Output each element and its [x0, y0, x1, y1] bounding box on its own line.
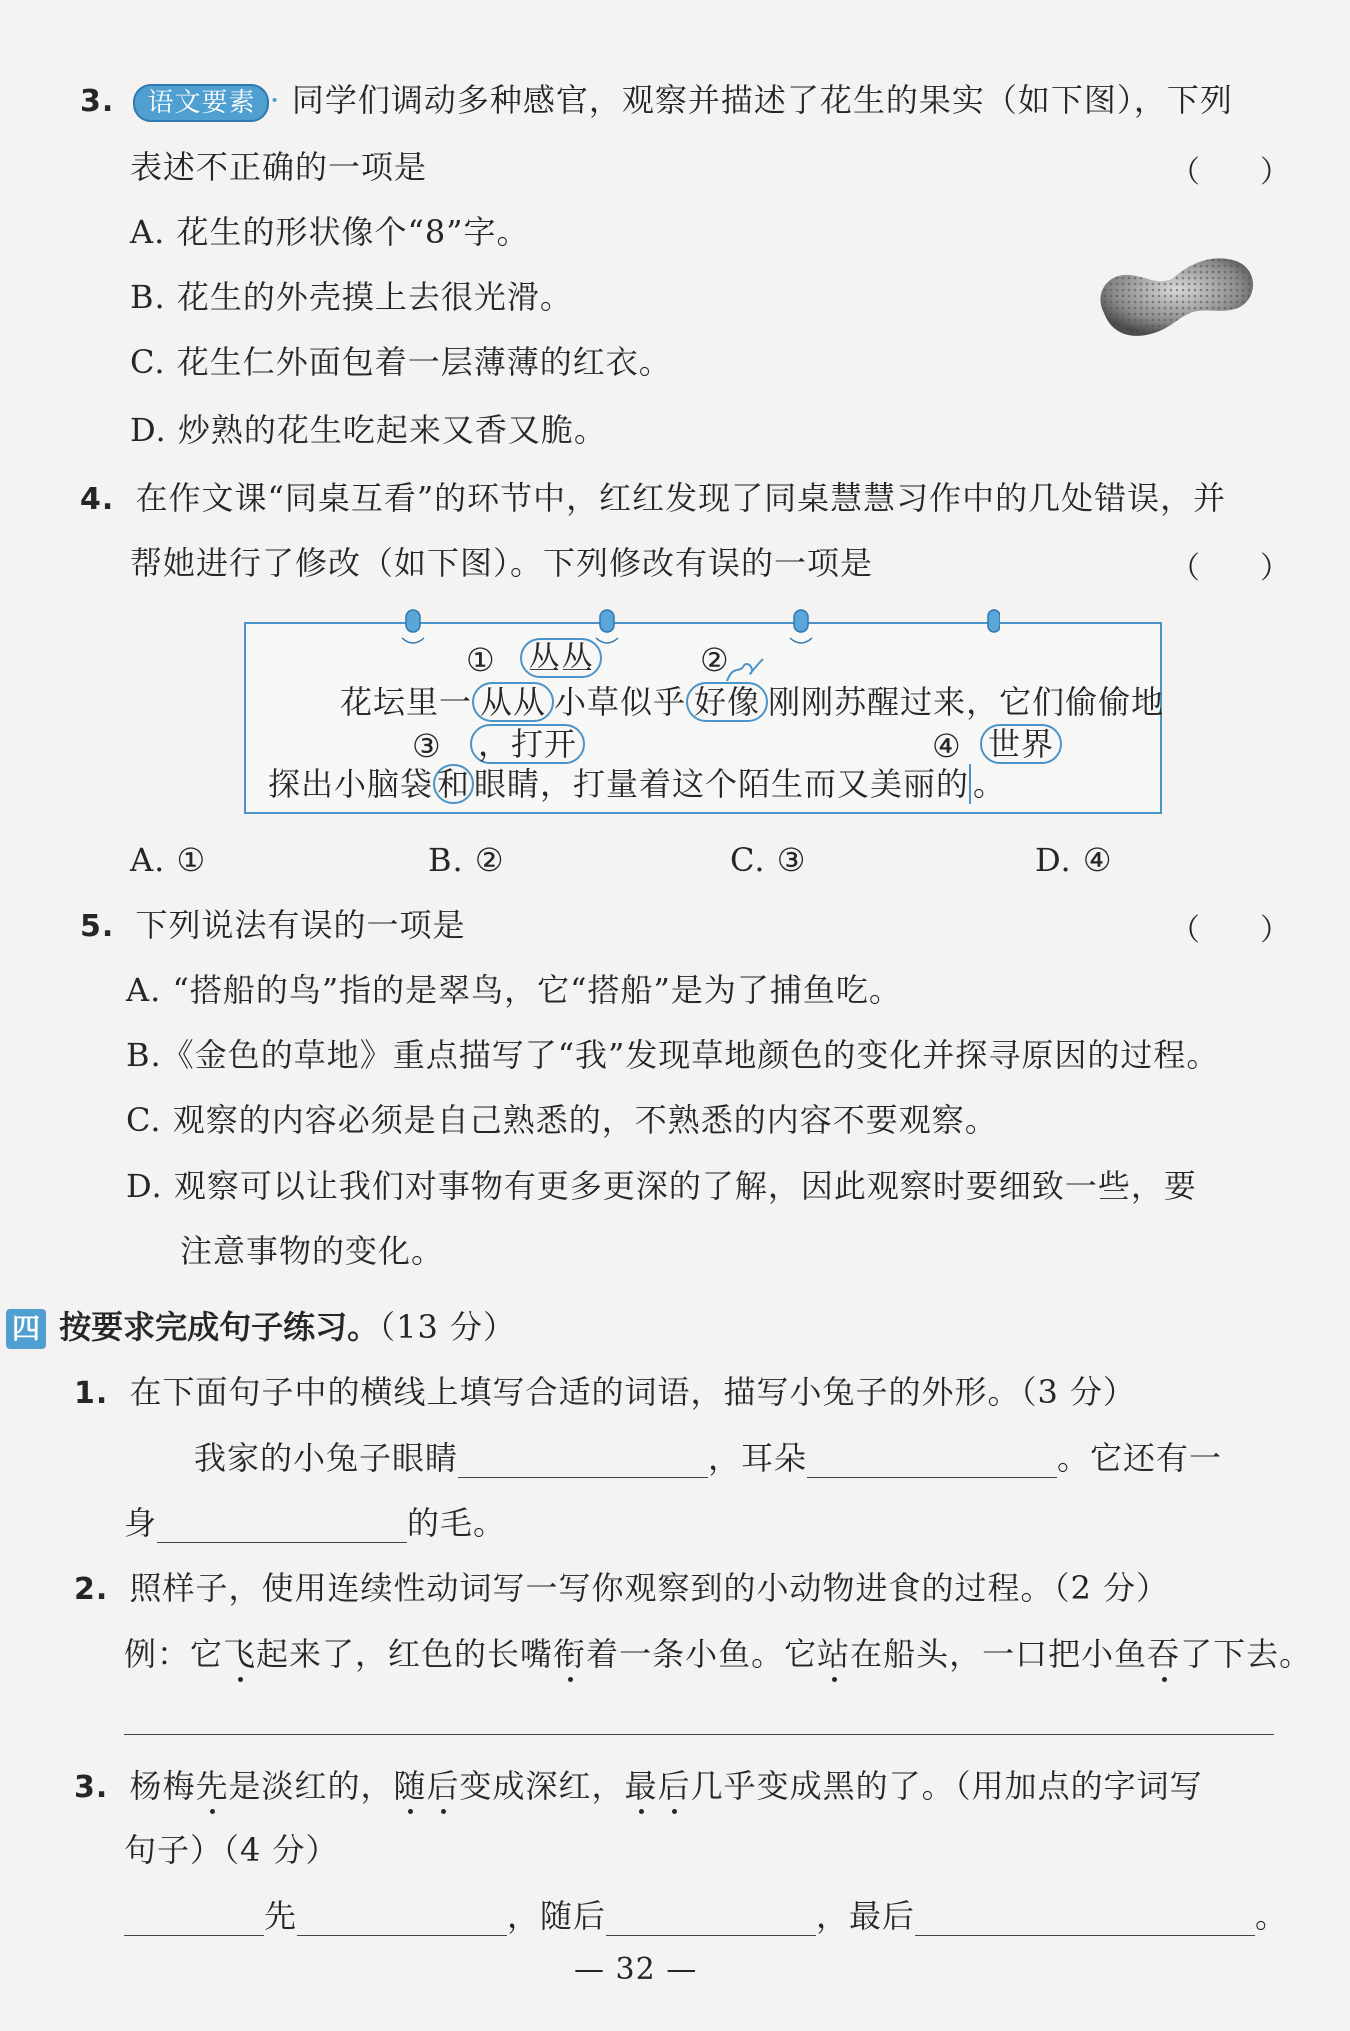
q5-line1: 下列说法有误的一项是 — [135, 906, 466, 944]
fix-4: 世界 — [980, 724, 1062, 764]
q3-line1: 同学们调动多种感官，观察并描述了花生的果实（如下图），下列 — [291, 81, 1233, 119]
q5-option-d: D. 观察可以让我们对事物有更多更深的了解，因此观察时要细致一些，要 — [126, 1167, 1197, 1205]
error-1: 从从 — [472, 682, 554, 722]
blank-eyes[interactable] — [458, 1443, 708, 1478]
mark-3: ③ — [412, 727, 442, 765]
q3-option-a: A. 花生的形状像个“8”字。 — [130, 213, 530, 251]
mark-1: ① — [466, 641, 496, 679]
s2-line: 照样子，使用连续性动词写一写你观察到的小动物进食的过程。（2 分） — [129, 1569, 1169, 1607]
q3-option-b: B. 花生的外壳摸上去很光滑。 — [130, 278, 573, 316]
s2-answer-line[interactable] — [124, 1734, 1274, 1735]
q5-number: 5. — [80, 909, 115, 944]
s1-sentence-cont: 身 的毛。 — [124, 1504, 507, 1542]
s3-number: 3. — [74, 1770, 109, 1805]
q5-option-d-cont: 注意事物的变化。 — [180, 1232, 445, 1270]
error-2: 好像 — [686, 682, 768, 722]
section-badge: 四 — [6, 1309, 46, 1349]
fix-1: 丛丛 — [520, 638, 602, 678]
blank-then[interactable] — [606, 1901, 816, 1936]
q5-option-a: A. “搭船的鸟”指的是翠鸟，它“搭船”是为了捕鱼吃。 — [126, 971, 902, 1009]
q3-number: 3. — [80, 84, 115, 119]
q4-stem — [80, 478, 1226, 520]
q3-answer-paren[interactable]: （ ） — [1170, 155, 1290, 190]
blank-first[interactable] — [297, 1901, 507, 1936]
q3-line2: 表述不正确的一项是 — [130, 148, 428, 186]
blank-subject[interactable] — [124, 1901, 264, 1936]
s2-example: 例：它飞起来了，红色的长嘴衔着一条小鱼。它站在船头，一口把小鱼吞了下去。 — [124, 1635, 1313, 1673]
q5-option-b: B.《金色的草地》重点描写了“我”发现草地颜色的变化并探寻原因的过程。 — [126, 1036, 1220, 1074]
page-number: — 32 — — [574, 1952, 698, 1987]
q5-answer-paren[interactable]: （ ） — [1170, 913, 1290, 948]
fix-3: ，打开 — [470, 724, 585, 764]
blank-last[interactable] — [915, 1901, 1255, 1936]
peanut-image — [1090, 245, 1260, 345]
q5-option-c: C. 观察的内容必须是自己熟悉的，不熟悉的内容不要观察。 — [126, 1101, 998, 1139]
s1-line: 在下面句子中的横线上填写合适的词语，描写小兔子的外形。（3 分） — [129, 1373, 1136, 1411]
blank-ears[interactable] — [807, 1443, 1057, 1478]
q5-stem — [80, 905, 465, 947]
q4-option-b: B. ② — [428, 841, 505, 879]
section-4-heading — [6, 1302, 516, 1349]
insert-curl-icon — [725, 655, 765, 685]
q3-option-d: D. 炒熟的花生吃起来又香又脆。 — [130, 411, 607, 449]
q4-answer-paren[interactable]: （ ） — [1170, 551, 1290, 586]
s2-stem — [74, 1568, 1169, 1610]
q4-line1: 在作文课“同桌互看”的环节中，红红发现了同桌慧慧习作中的几处错误，并 — [135, 479, 1227, 517]
s1-sentence: 我家的小兔子眼睛 ，耳朵 。它还有一 — [194, 1439, 1223, 1477]
section-title: 按要求完成句子练习。 — [59, 1308, 380, 1346]
box-row1: 花坛里一 从从 小草似乎 好像 刚刚苏醒过来，它们偷偷地 — [340, 683, 1165, 721]
q4-option-a: A. ① — [130, 841, 207, 879]
q3-option-c: C. 花生仁外面包着一层薄薄的红衣。 — [130, 343, 672, 381]
blank-fur[interactable] — [157, 1508, 407, 1543]
s3-answer-sentence: 先 ，随后 ，最后 。 — [124, 1896, 1288, 1936]
q4-line2: 帮她进行了修改（如下图）。下列修改有误的一项是 — [130, 544, 874, 582]
q3-tag: 语文要素 — [133, 84, 269, 122]
box-row2: 探出小脑袋 和 眼睛，打量着这个陌生而又美丽的 。 — [268, 765, 1007, 803]
q3-stem: 3. 语文要素 · 同学们调动多种感官，观察并描述了花生的果实（如下图），下列 — [80, 80, 1233, 122]
s3-line2: 句子）（4 分） — [124, 1831, 339, 1869]
mark-2: ② — [700, 641, 730, 679]
mark-4: ④ — [932, 727, 962, 765]
s1-number: 1. — [74, 1376, 109, 1411]
s3-stem: 3. 杨梅先是淡红的，随后变成深红，最后几乎变成黑的了。（用加点的字词写 — [74, 1767, 1203, 1805]
q4-option-d: D. ④ — [1035, 841, 1113, 879]
q4-number: 4. — [80, 482, 115, 517]
q4-option-c: C. ③ — [730, 841, 807, 879]
error-3: 和 — [433, 764, 474, 804]
section-score: （13 分） — [379, 1308, 517, 1346]
s1-stem — [74, 1372, 1136, 1414]
error-4: 。 — [969, 764, 1006, 804]
s2-number: 2. — [74, 1572, 109, 1607]
